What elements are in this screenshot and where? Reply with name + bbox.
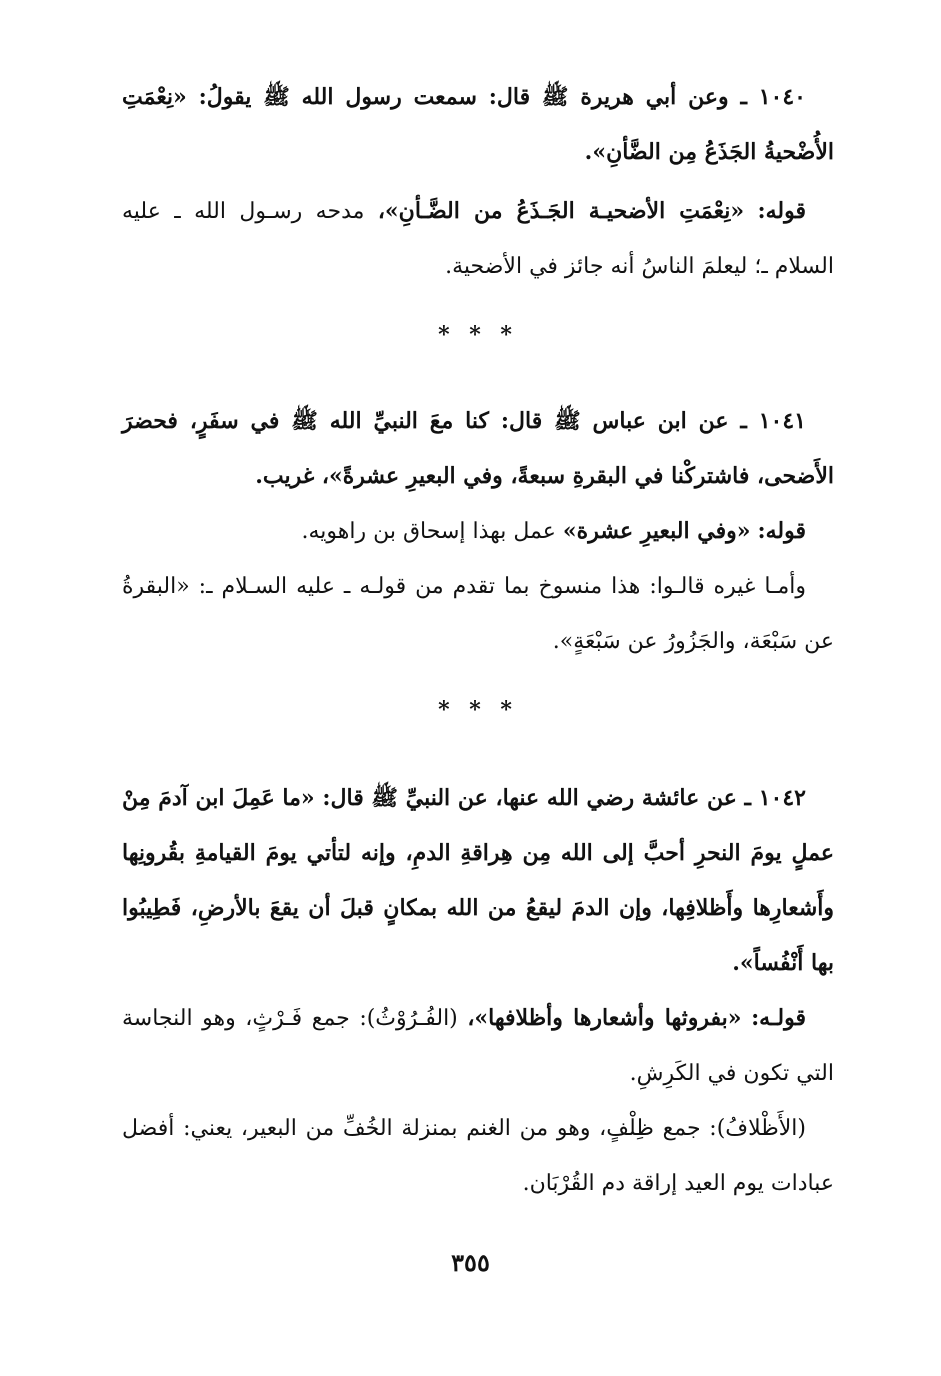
hadith-1040-text: ١٠٤٠ ـ وعن أبي هريرة ﷺ قال: سمعت رسول الله ﷺ يقولُ: «نِعْمَتِ الأُضْحيةُ الجَذَعُ مِن الضَّأنِ». bbox=[122, 84, 834, 165]
hadith-1041-commentary-2: وأمـا غيره قالـوا: هذا منسوخ بما تقدم من قولـه ـ عليه السـلام ـ: «البقرةُ عن سَبْعَة، والجَزُورُ عن سَبْعَةٍ». bbox=[122, 574, 834, 654]
commentary-text: (الفُـرُوْثُ): جمع فَـرْثٍ، وهو النجاسة التي تكون في الكَرِشِ. bbox=[122, 1006, 834, 1086]
commentary-quote: «نِعْمَتِ الأضحيـة الجَـذَعُ من الضَّـأنِ»، bbox=[377, 198, 745, 224]
commentary-quote: «بفروثها وأشعارها وأظلافها»، bbox=[467, 1005, 742, 1031]
section-separator: * * * bbox=[438, 322, 518, 348]
page-content bbox=[122, 70, 834, 1360]
commentary-label: قولـه: bbox=[751, 1005, 807, 1031]
commentary-text: مدحه رسـول الله ـ عليه السلام ـ؛ ليعلمَ الناسُ أنه جائز في الأضحية. bbox=[122, 199, 834, 279]
commentary-label: قوله: bbox=[757, 198, 807, 224]
hadith-1042-commentary bbox=[122, 991, 834, 1101]
hadith-1042-text: ١٠٤٢ ـ عن عائشة رضي الله عنها، عن النبيِّ ﷺ قال: «ما عَمِلَ ابن آدمَ مِنْ عملٍ يومَ النحرِ أحبَّ إلى الله مِن هِراقةِ الدمِ، وإنه لتأتي يومَ القيامةِ بقُرونِها وأَشعارِها وأَظلافِها، وإن الدمَ ليقعُ من الله بمكانٍ قبلَ أن يقعَ بالأرضِ، فَطِيبُوا بها أَنْفُساً». bbox=[122, 785, 834, 976]
page-number: ٣٥٥ bbox=[451, 1248, 490, 1277]
hadith-1041-text: ١٠٤١ ـ عن ابن عباس ﷺ قال: كنا معَ النبيِّ الله ﷺ في سفَرٍ، فحضرَ الأَضحى، فاشتركْنا في البقرةِ سبعةً، وفي البعيرِ عشرةً»، غريب. bbox=[122, 408, 834, 489]
commentary-quote: «وفي البعيرِ عشرة» bbox=[562, 518, 751, 544]
section-separator: * * * bbox=[438, 697, 518, 723]
hadith-1041-commentary bbox=[122, 504, 834, 559]
hadith-1040-commentary bbox=[122, 184, 834, 294]
commentary-label: قوله: bbox=[757, 518, 806, 544]
commentary-text: عمل بهذا إسحاق بن راهويه. bbox=[301, 519, 556, 544]
hadith-1042-commentary-2: (الأَظْلافُ): جمع ظِلْفٍ، وهو من الغنم بمنزلة الخُفِّ من البعير، يعني: أفضل عبادات يوم العيد إراقة دم القُرْبَان. bbox=[122, 1116, 834, 1196]
